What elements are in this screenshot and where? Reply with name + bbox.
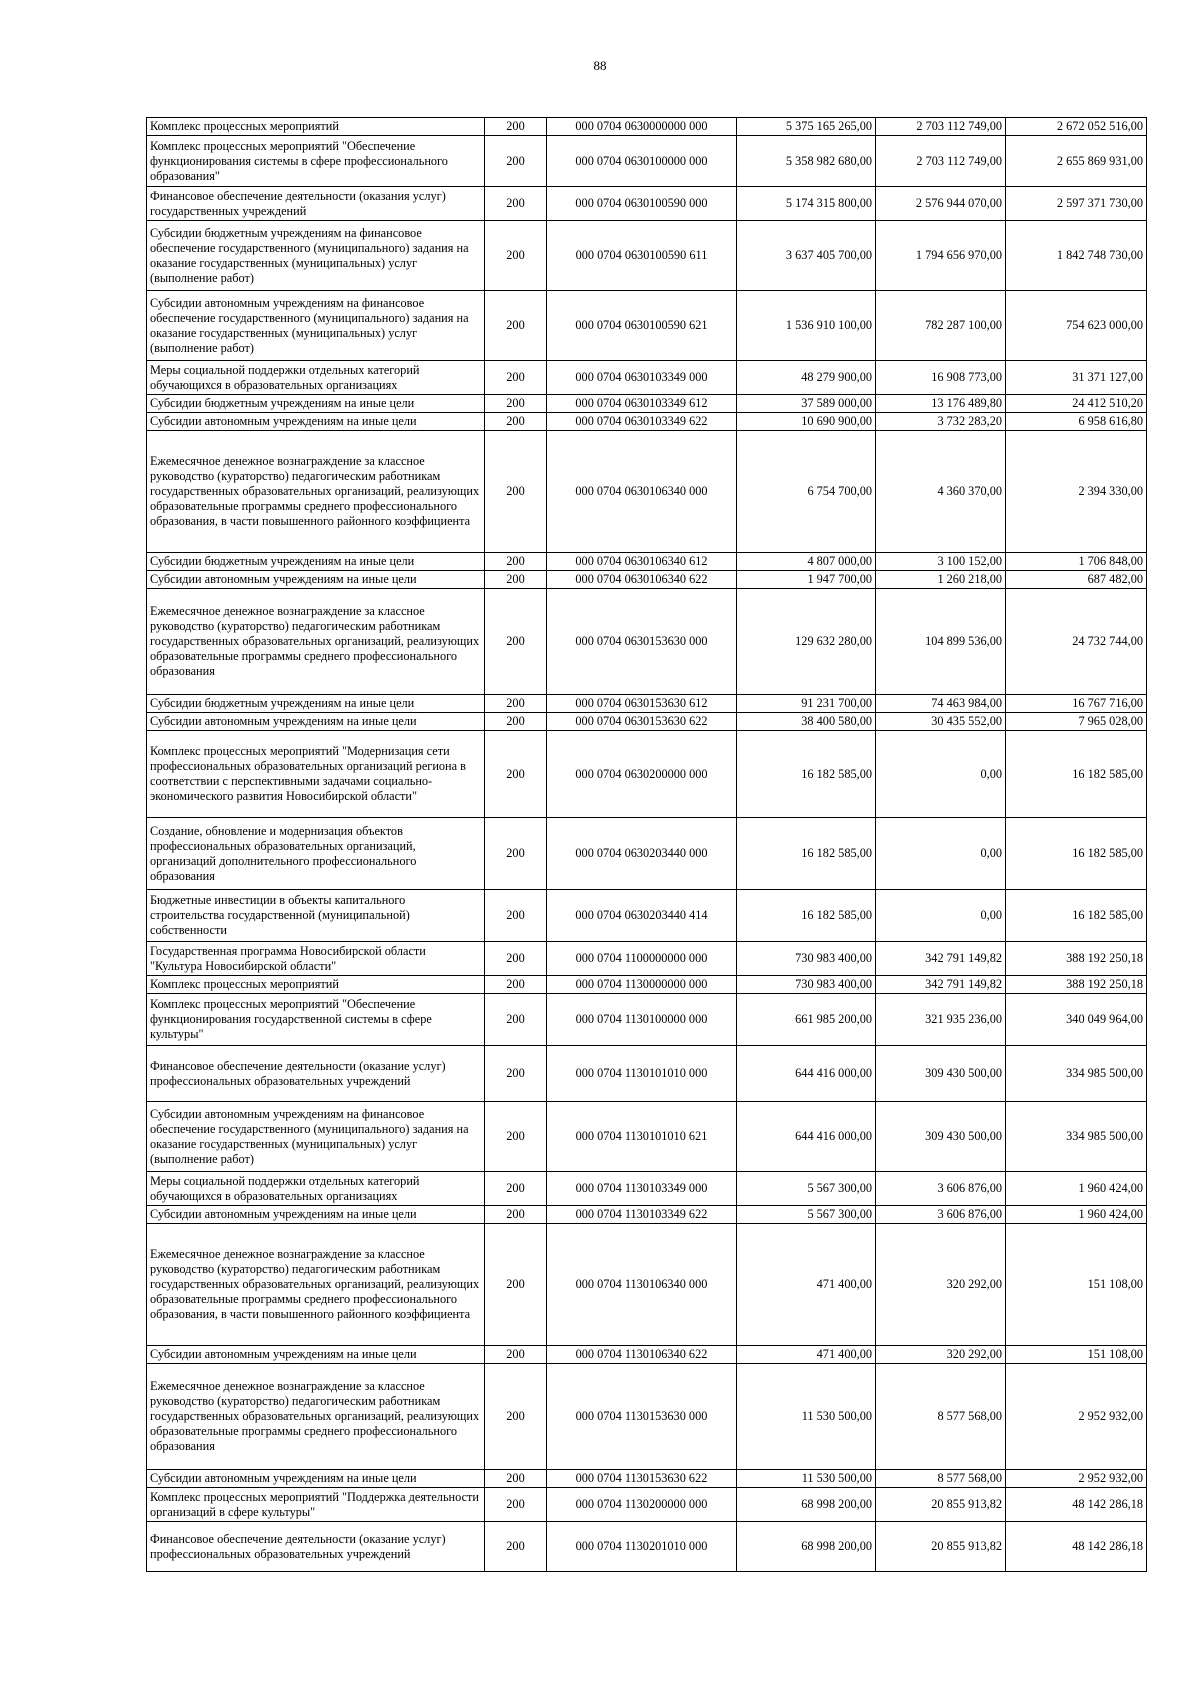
executed-amount-cell: 309 430 500,00 (876, 1102, 1006, 1172)
approved-amount-cell: 48 279 900,00 (737, 361, 876, 395)
approved-amount-cell: 11 530 500,00 (737, 1364, 876, 1470)
table-row (147, 1364, 1147, 1470)
classification-code-cell: 000 0704 0630106340 612 (547, 553, 737, 571)
executed-amount-cell: 16 908 773,00 (876, 361, 1006, 395)
approved-amount-cell: 1 536 910 100,00 (737, 291, 876, 361)
classification-code-cell: 000 0704 1130101010 621 (547, 1102, 737, 1172)
approved-amount-cell: 16 182 585,00 (737, 731, 876, 818)
expense-name-cell: Ежемесячное денежное вознаграждение за классное руководство (кураторство) педагогическим работникам государственных образовательных организаций, реализующих образовательные программы среднего профессионального образования, в части повышенного районного коэффициента (147, 1224, 485, 1346)
classification-code-cell: 000 0704 1130000000 000 (547, 976, 737, 994)
remaining-amount-cell: 2 952 932,00 (1006, 1364, 1147, 1470)
remaining-amount-cell: 334 985 500,00 (1006, 1046, 1147, 1102)
admin-code-cell: 200 (485, 1488, 547, 1522)
remaining-amount-cell: 16 182 585,00 (1006, 890, 1147, 942)
approved-amount-cell: 68 998 200,00 (737, 1488, 876, 1522)
classification-code-cell: 000 0704 0630103349 622 (547, 413, 737, 431)
expense-name-cell: Субсидии автономным учреждениям на финансовое обеспечение государственного (муниципального) задания на оказание государственных (муниципальных) услуг (выполнение работ) (147, 291, 485, 361)
classification-code-cell: 000 0704 0630153630 622 (547, 713, 737, 731)
table-row (147, 1488, 1147, 1522)
admin-code-cell: 200 (485, 890, 547, 942)
table-row (147, 1046, 1147, 1102)
approved-amount-cell: 661 985 200,00 (737, 994, 876, 1046)
admin-code-cell: 200 (485, 589, 547, 695)
remaining-amount-cell: 687 482,00 (1006, 571, 1147, 589)
remaining-amount-cell: 24 412 510,20 (1006, 395, 1147, 413)
table-row (147, 395, 1147, 413)
approved-amount-cell: 644 416 000,00 (737, 1046, 876, 1102)
classification-code-cell: 000 0704 1130101010 000 (547, 1046, 737, 1102)
classification-code-cell: 000 0704 0630200000 000 (547, 731, 737, 818)
expense-name-cell: Субсидии автономным учреждениям на иные цели (147, 1206, 485, 1224)
approved-amount-cell: 37 589 000,00 (737, 395, 876, 413)
admin-code-cell: 200 (485, 976, 547, 994)
remaining-amount-cell: 48 142 286,18 (1006, 1488, 1147, 1522)
executed-amount-cell: 782 287 100,00 (876, 291, 1006, 361)
approved-amount-cell: 11 530 500,00 (737, 1470, 876, 1488)
remaining-amount-cell: 1 960 424,00 (1006, 1206, 1147, 1224)
expense-name-cell: Комплекс процессных мероприятий (147, 118, 485, 136)
admin-code-cell: 200 (485, 136, 547, 187)
admin-code-cell: 200 (485, 413, 547, 431)
classification-code-cell: 000 0704 0630106340 000 (547, 431, 737, 553)
table-row (147, 431, 1147, 553)
admin-code-cell: 200 (485, 695, 547, 713)
admin-code-cell: 200 (485, 1046, 547, 1102)
table-row (147, 221, 1147, 291)
classification-code-cell: 000 0704 1100000000 000 (547, 942, 737, 976)
table-row (147, 187, 1147, 221)
remaining-amount-cell: 2 655 869 931,00 (1006, 136, 1147, 187)
executed-amount-cell: 13 176 489,80 (876, 395, 1006, 413)
remaining-amount-cell: 31 371 127,00 (1006, 361, 1147, 395)
executed-amount-cell: 320 292,00 (876, 1346, 1006, 1364)
remaining-amount-cell: 1 842 748 730,00 (1006, 221, 1147, 291)
executed-amount-cell: 20 855 913,82 (876, 1522, 1006, 1572)
admin-code-cell: 200 (485, 1172, 547, 1206)
remaining-amount-cell: 151 108,00 (1006, 1224, 1147, 1346)
executed-amount-cell: 0,00 (876, 731, 1006, 818)
remaining-amount-cell: 7 965 028,00 (1006, 713, 1147, 731)
table-row (147, 713, 1147, 731)
admin-code-cell: 200 (485, 1102, 547, 1172)
executed-amount-cell: 104 899 536,00 (876, 589, 1006, 695)
admin-code-cell: 200 (485, 187, 547, 221)
classification-code-cell: 000 0704 0630106340 622 (547, 571, 737, 589)
expense-name-cell: Финансовое обеспечение деятельности (оказание услуг) профессиональных образовательных учреждений (147, 1046, 485, 1102)
remaining-amount-cell: 1 706 848,00 (1006, 553, 1147, 571)
approved-amount-cell: 471 400,00 (737, 1346, 876, 1364)
executed-amount-cell: 321 935 236,00 (876, 994, 1006, 1046)
classification-code-cell: 000 0704 0630153630 612 (547, 695, 737, 713)
table-row (147, 1470, 1147, 1488)
remaining-amount-cell: 2 597 371 730,00 (1006, 187, 1147, 221)
table-row (147, 571, 1147, 589)
approved-amount-cell: 644 416 000,00 (737, 1102, 876, 1172)
budget-table (146, 117, 1147, 1572)
expense-name-cell: Государственная программа Новосибирской области "Культура Новосибирской области" (147, 942, 485, 976)
classification-code-cell: 000 0704 0630100590 621 (547, 291, 737, 361)
table-row (147, 553, 1147, 571)
table-row (147, 589, 1147, 695)
classification-code-cell: 000 0704 0630153630 000 (547, 589, 737, 695)
classification-code-cell: 000 0704 0630103349 612 (547, 395, 737, 413)
expense-name-cell: Меры социальной поддержки отдельных категорий обучающихся в образовательных организациях (147, 1172, 485, 1206)
table-row (147, 1102, 1147, 1172)
remaining-amount-cell: 16 182 585,00 (1006, 731, 1147, 818)
executed-amount-cell: 0,00 (876, 890, 1006, 942)
table-row (147, 413, 1147, 431)
expense-name-cell: Субсидии бюджетным учреждениям на финансовое обеспечение государственного (муниципального) задания на оказание государственных (муниципальных) услуг (выполнение работ) (147, 221, 485, 291)
admin-code-cell: 200 (485, 431, 547, 553)
table-row (147, 361, 1147, 395)
executed-amount-cell: 2 703 112 749,00 (876, 118, 1006, 136)
expense-name-cell: Субсидии автономным учреждениям на иные цели (147, 413, 485, 431)
expense-name-cell: Субсидии автономным учреждениям на иные цели (147, 1346, 485, 1364)
table-row (147, 291, 1147, 361)
approved-amount-cell: 16 182 585,00 (737, 818, 876, 890)
table-row (147, 731, 1147, 818)
approved-amount-cell: 5 174 315 800,00 (737, 187, 876, 221)
expense-name-cell: Ежемесячное денежное вознаграждение за классное руководство (кураторство) педагогическим работникам государственных образовательных организаций, реализующих образовательные программы среднего профессионального образования (147, 1364, 485, 1470)
approved-amount-cell: 5 567 300,00 (737, 1172, 876, 1206)
classification-code-cell: 000 0704 1130106340 622 (547, 1346, 737, 1364)
admin-code-cell: 200 (485, 1206, 547, 1224)
remaining-amount-cell: 2 394 330,00 (1006, 431, 1147, 553)
admin-code-cell: 200 (485, 1224, 547, 1346)
admin-code-cell: 200 (485, 994, 547, 1046)
table-row (147, 1224, 1147, 1346)
expense-name-cell: Субсидии бюджетным учреждениям на иные цели (147, 695, 485, 713)
approved-amount-cell: 129 632 280,00 (737, 589, 876, 695)
executed-amount-cell: 3 606 876,00 (876, 1206, 1006, 1224)
classification-code-cell: 000 0704 1130153630 622 (547, 1470, 737, 1488)
expense-name-cell: Создание, обновление и модернизация объектов профессиональных образовательных организаций, организаций дополнительного профессионального образования (147, 818, 485, 890)
table-row (147, 942, 1147, 976)
table-row (147, 976, 1147, 994)
expense-name-cell: Комплекс процессных мероприятий "Обеспечение функционирования государственной системы в сфере культуры" (147, 994, 485, 1046)
executed-amount-cell: 1 794 656 970,00 (876, 221, 1006, 291)
executed-amount-cell: 3 606 876,00 (876, 1172, 1006, 1206)
admin-code-cell: 200 (485, 1364, 547, 1470)
remaining-amount-cell: 16 767 716,00 (1006, 695, 1147, 713)
classification-code-cell: 000 0704 1130201010 000 (547, 1522, 737, 1572)
expense-name-cell: Субсидии автономным учреждениям на иные цели (147, 713, 485, 731)
executed-amount-cell: 342 791 149,82 (876, 942, 1006, 976)
classification-code-cell: 000 0704 1130103349 000 (547, 1172, 737, 1206)
classification-code-cell: 000 0704 1130103349 622 (547, 1206, 737, 1224)
admin-code-cell: 200 (485, 731, 547, 818)
admin-code-cell: 200 (485, 553, 547, 571)
executed-amount-cell: 320 292,00 (876, 1224, 1006, 1346)
approved-amount-cell: 10 690 900,00 (737, 413, 876, 431)
admin-code-cell: 200 (485, 221, 547, 291)
executed-amount-cell: 20 855 913,82 (876, 1488, 1006, 1522)
executed-amount-cell: 30 435 552,00 (876, 713, 1006, 731)
classification-code-cell: 000 0704 0630103349 000 (547, 361, 737, 395)
classification-code-cell: 000 0704 0630100590 000 (547, 187, 737, 221)
classification-code-cell: 000 0704 1130100000 000 (547, 994, 737, 1046)
remaining-amount-cell: 48 142 286,18 (1006, 1522, 1147, 1572)
budget-table-body (147, 118, 1147, 1572)
remaining-amount-cell: 340 049 964,00 (1006, 994, 1147, 1046)
executed-amount-cell: 342 791 149,82 (876, 976, 1006, 994)
admin-code-cell: 200 (485, 1346, 547, 1364)
table-row (147, 890, 1147, 942)
classification-code-cell: 000 0704 0630203440 414 (547, 890, 737, 942)
approved-amount-cell: 730 983 400,00 (737, 942, 876, 976)
expense-name-cell: Субсидии автономным учреждениям на иные цели (147, 1470, 485, 1488)
expense-name-cell: Финансовое обеспечение деятельности (оказания услуг) государственных учреждений (147, 187, 485, 221)
expense-name-cell: Комплекс процессных мероприятий "Поддержка деятельности организаций в сфере культуры" (147, 1488, 485, 1522)
classification-code-cell: 000 0704 0630203440 000 (547, 818, 737, 890)
classification-code-cell: 000 0704 0630100000 000 (547, 136, 737, 187)
table-row (147, 994, 1147, 1046)
approved-amount-cell: 91 231 700,00 (737, 695, 876, 713)
remaining-amount-cell: 1 960 424,00 (1006, 1172, 1147, 1206)
remaining-amount-cell: 388 192 250,18 (1006, 976, 1147, 994)
executed-amount-cell: 0,00 (876, 818, 1006, 890)
expense-name-cell: Комплекс процессных мероприятий "Обеспечение функционирования системы в сфере профессионального образования" (147, 136, 485, 187)
executed-amount-cell: 8 577 568,00 (876, 1364, 1006, 1470)
admin-code-cell: 200 (485, 1522, 547, 1572)
approved-amount-cell: 6 754 700,00 (737, 431, 876, 553)
approved-amount-cell: 16 182 585,00 (737, 890, 876, 942)
admin-code-cell: 200 (485, 1470, 547, 1488)
approved-amount-cell: 5 375 165 265,00 (737, 118, 876, 136)
admin-code-cell: 200 (485, 395, 547, 413)
approved-amount-cell: 4 807 000,00 (737, 553, 876, 571)
classification-code-cell: 000 0704 1130200000 000 (547, 1488, 737, 1522)
executed-amount-cell: 8 577 568,00 (876, 1470, 1006, 1488)
expense-name-cell: Субсидии автономным учреждениям на иные цели (147, 571, 485, 589)
remaining-amount-cell: 754 623 000,00 (1006, 291, 1147, 361)
remaining-amount-cell: 334 985 500,00 (1006, 1102, 1147, 1172)
executed-amount-cell: 1 260 218,00 (876, 571, 1006, 589)
approved-amount-cell: 38 400 580,00 (737, 713, 876, 731)
classification-code-cell: 000 0704 0630100590 611 (547, 221, 737, 291)
table-row (147, 695, 1147, 713)
approved-amount-cell: 5 358 982 680,00 (737, 136, 876, 187)
remaining-amount-cell: 151 108,00 (1006, 1346, 1147, 1364)
remaining-amount-cell: 2 672 052 516,00 (1006, 118, 1147, 136)
approved-amount-cell: 1 947 700,00 (737, 571, 876, 589)
admin-code-cell: 200 (485, 118, 547, 136)
classification-code-cell: 000 0704 1130153630 000 (547, 1364, 737, 1470)
executed-amount-cell: 3 732 283,20 (876, 413, 1006, 431)
expense-name-cell: Бюджетные инвестиции в объекты капитального строительства государственной (муниципальной) собственности (147, 890, 485, 942)
executed-amount-cell: 2 576 944 070,00 (876, 187, 1006, 221)
executed-amount-cell: 4 360 370,00 (876, 431, 1006, 553)
expense-name-cell: Комплекс процессных мероприятий (147, 976, 485, 994)
expense-name-cell: Меры социальной поддержки отдельных категорий обучающихся в образовательных организациях (147, 361, 485, 395)
approved-amount-cell: 471 400,00 (737, 1224, 876, 1346)
admin-code-cell: 200 (485, 361, 547, 395)
remaining-amount-cell: 6 958 616,80 (1006, 413, 1147, 431)
table-row (147, 118, 1147, 136)
table-row (147, 1206, 1147, 1224)
page-number: 88 (593, 58, 607, 73)
table-row (147, 1522, 1147, 1572)
approved-amount-cell: 68 998 200,00 (737, 1522, 876, 1572)
table-row (147, 136, 1147, 187)
classification-code-cell: 000 0704 0630000000 000 (547, 118, 737, 136)
admin-code-cell: 200 (485, 818, 547, 890)
expense-name-cell: Ежемесячное денежное вознаграждение за классное руководство (кураторство) педагогическим работникам государственных образовательных организаций, реализующих образовательные программы среднего профессионального образования (147, 589, 485, 695)
table-row (147, 1172, 1147, 1206)
admin-code-cell: 200 (485, 713, 547, 731)
executed-amount-cell: 2 703 112 749,00 (876, 136, 1006, 187)
expense-name-cell: Субсидии бюджетным учреждениям на иные цели (147, 553, 485, 571)
executed-amount-cell: 3 100 152,00 (876, 553, 1006, 571)
expense-name-cell: Комплекс процессных мероприятий "Модернизация сети профессиональных образовательных организаций региона в соответствии с перспективными задачами социально-экономического развития Новосибирской области" (147, 731, 485, 818)
expense-name-cell: Субсидии автономным учреждениям на финансовое обеспечение государственного (муниципального) задания на оказание государственных (муниципальных) услуг (выполнение работ) (147, 1102, 485, 1172)
remaining-amount-cell: 2 952 932,00 (1006, 1470, 1147, 1488)
remaining-amount-cell: 388 192 250,18 (1006, 942, 1147, 976)
expense-name-cell: Ежемесячное денежное вознаграждение за классное руководство (кураторство) педагогическим работникам государственных образовательных организаций, реализующих образовательные программы среднего профессионального образования, в части повышенного районного коэффициента (147, 431, 485, 553)
remaining-amount-cell: 16 182 585,00 (1006, 818, 1147, 890)
approved-amount-cell: 3 637 405 700,00 (737, 221, 876, 291)
admin-code-cell: 200 (485, 571, 547, 589)
classification-code-cell: 000 0704 1130106340 000 (547, 1224, 737, 1346)
remaining-amount-cell: 24 732 744,00 (1006, 589, 1147, 695)
expense-name-cell: Субсидии бюджетным учреждениям на иные цели (147, 395, 485, 413)
approved-amount-cell: 5 567 300,00 (737, 1206, 876, 1224)
admin-code-cell: 200 (485, 291, 547, 361)
table-row (147, 1346, 1147, 1364)
executed-amount-cell: 309 430 500,00 (876, 1046, 1006, 1102)
approved-amount-cell: 730 983 400,00 (737, 976, 876, 994)
table-row (147, 818, 1147, 890)
expense-name-cell: Финансовое обеспечение деятельности (оказание услуг) профессиональных образовательных учреждений (147, 1522, 485, 1572)
admin-code-cell: 200 (485, 942, 547, 976)
executed-amount-cell: 74 463 984,00 (876, 695, 1006, 713)
